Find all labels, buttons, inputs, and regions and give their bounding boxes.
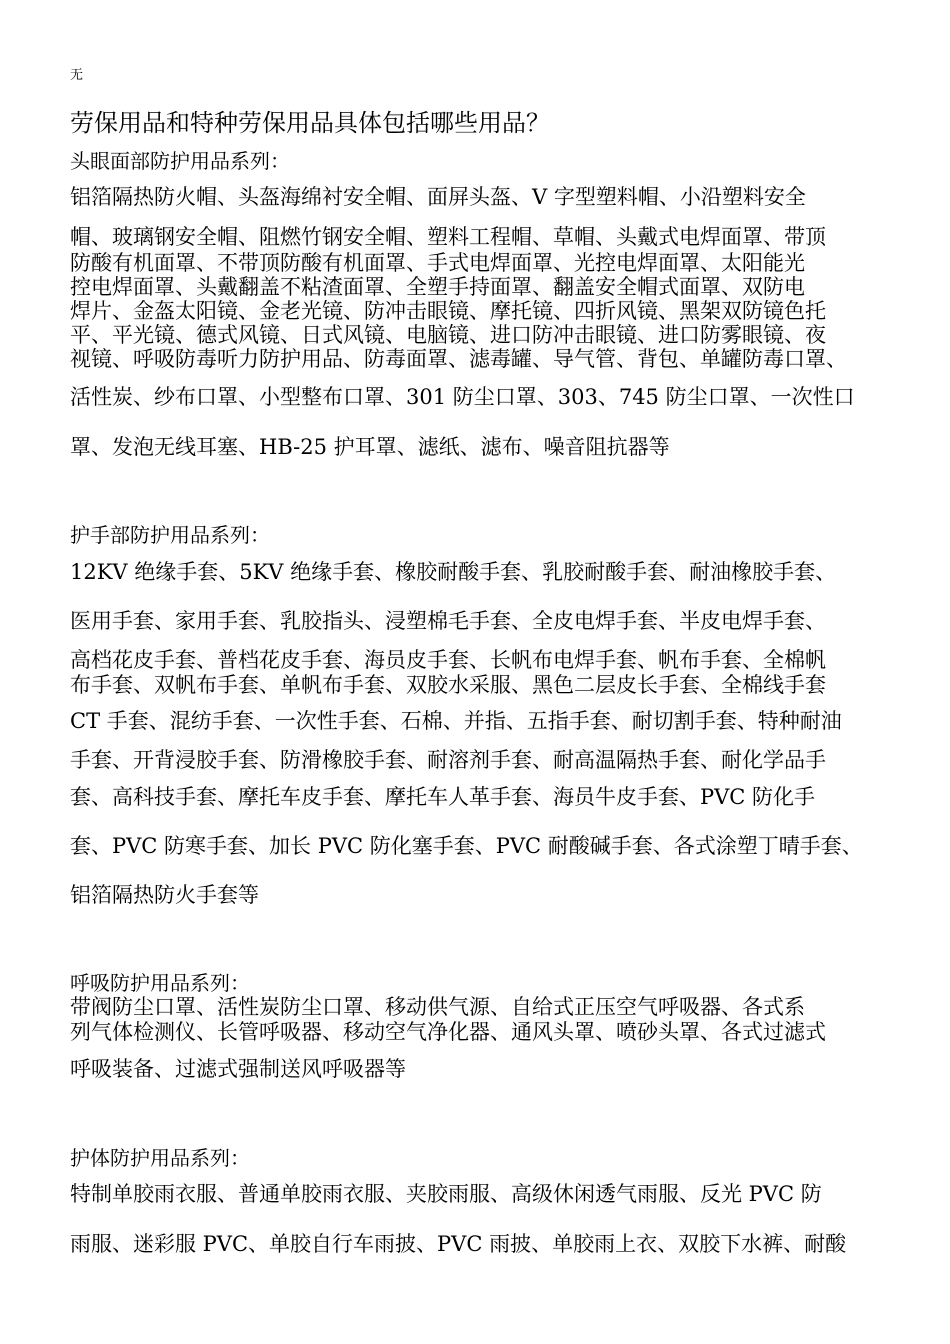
paragraph-line: 铝箔隔热防火帽、头盔海绵衬安全帽、面屏头盔、V 字型塑料帽、小沿塑料安全 bbox=[70, 185, 806, 209]
paragraph-line: 医用手套、家用手套、乳胶指头、浸塑棉毛手套、全皮电焊手套、半皮电焊手套、 bbox=[70, 609, 826, 633]
section-heading-head-eye-face: 头眼面部防护用品系列： bbox=[70, 149, 290, 173]
paragraph-line: 列气体检测仪、长管呼吸器、移动空气净化器、通风头罩、喷砂头罩、各式过滤式 bbox=[70, 1020, 826, 1044]
paragraph-line: 布手套、双帆布手套、单帆布手套、双胶水采服、黑色二层皮长手套、全棉线手套 bbox=[70, 673, 826, 697]
paragraph-line: 活性炭、纱布口罩、小型整布口罩、301 防尘口罩、303、745 防尘口罩、一次性口 bbox=[70, 385, 855, 409]
paragraph-line: 套、PVC 防寒手套、加长 PVC 防化塞手套、PVC 耐酸碱手套、各式涂塑丁晴手套、 bbox=[70, 834, 863, 858]
paragraph-line: 雨服、迷彩服 PVC、单胶自行车雨披、PVC 雨披、单胶雨上衣、双胶下水裤、耐酸 bbox=[70, 1232, 847, 1256]
section-heading-body: 护体防护用品系列： bbox=[70, 1146, 250, 1170]
paragraph-line: CT 手套、混纺手套、一次性手套、石棉、并指、五指手套、耐切割手套、特种耐油 bbox=[70, 709, 842, 733]
page-title: 劳保用品和特种劳保用品具体包括哪些用品？ bbox=[70, 109, 550, 137]
paragraph-line: 视镜、呼吸防毒听力防护用品、防毒面罩、滤毒罐、导气管、背包、单罐防毒口罩、 bbox=[70, 347, 847, 371]
paragraph-line: 罩、发泡无线耳塞、HB-25 护耳罩、滤纸、滤布、噪音阻抗器等 bbox=[70, 435, 670, 459]
paragraph-line: 铝箔隔热防火手套等 bbox=[70, 883, 259, 907]
paragraph-line: 帽、玻璃钢安全帽、阻燃竹钢安全帽、塑料工程帽、草帽、头戴式电焊面罩、带顶 bbox=[70, 225, 826, 249]
paragraph-line: 套、高科技手套、摩托车皮手套、摩托车人革手套、海员牛皮手套、PVC 防化手 bbox=[70, 785, 816, 809]
paragraph-line: 高档花皮手套、普档花皮手套、海员皮手套、长帆布电焊手套、帆布手套、全棉帆 bbox=[70, 648, 826, 672]
section-heading-respiratory: 呼吸防护用品系列： bbox=[70, 971, 250, 995]
paragraph-line: 带阀防尘口罩、活性炭防尘口罩、移动供气源、自给式正压空气呼吸器、各式系 bbox=[70, 995, 805, 1019]
paragraph-line: 呼吸装备、过滤式强制送风呼吸器等 bbox=[70, 1057, 406, 1081]
paragraph-line: 特制单胶雨衣服、普通单胶雨衣服、夹胶雨服、高级休闲透气雨服、反光 PVC 防 bbox=[70, 1182, 822, 1206]
paragraph-line: 平、平光镜、德式风镜、日式风镜、电脑镜、进口防冲击眼镜、进口防雾眼镜、夜 bbox=[70, 323, 826, 347]
header-mark: 无 bbox=[70, 68, 84, 83]
paragraph-line: 手套、开背浸胶手套、防滑橡胶手套、耐溶剂手套、耐高温隔热手套、耐化学品手 bbox=[70, 748, 826, 772]
paragraph-line: 控电焊面罩、头戴翻盖不粘渣面罩、全塑手持面罩、翻盖安全帽式面罩、双防电 bbox=[70, 275, 805, 299]
paragraph-line: 防酸有机面罩、不带顶防酸有机面罩、手式电焊面罩、光控电焊面罩、太阳能光 bbox=[70, 251, 805, 275]
paragraph-line: 12KV 绝缘手套、5KV 绝缘手套、橡胶耐酸手套、乳胶耐酸手套、耐油橡胶手套、 bbox=[70, 560, 837, 584]
section-heading-hand: 护手部防护用品系列： bbox=[70, 523, 270, 547]
paragraph-line: 焊片、金盔太阳镜、金老光镜、防冲击眼镜、摩托镜、四折风镜、黑架双防镜色托 bbox=[70, 299, 826, 323]
